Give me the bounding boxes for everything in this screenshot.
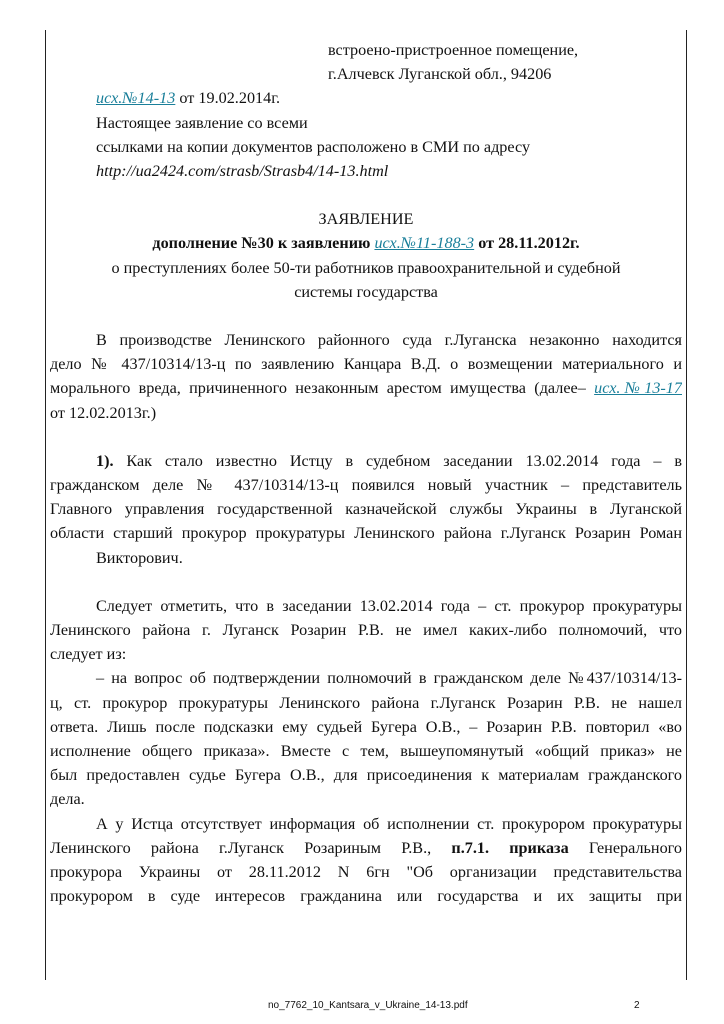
item-number: 1). xyxy=(96,451,114,470)
paragraph-line: прокурора Украины от 28.11.2012 N 6гн "Об организации представительства xyxy=(50,863,682,882)
paragraph-line: прокурором в суде интересов гражданина или государства и их защиты при xyxy=(50,887,682,906)
paragraph-line: области старший прокурор прокуратуры Ленинского района г.Луганск Розарин Роман xyxy=(50,524,682,543)
paragraph-line: дела. xyxy=(50,790,85,809)
subtitle-line: системы государства xyxy=(294,282,438,301)
paragraph-line: Главного управления государственной казначейской службы Украины в Луганской xyxy=(50,500,682,519)
reference-date: от 19.02.2014г. xyxy=(175,89,281,108)
paragraph-line: ответа. Лишь после подсказки ему судьей Бугера О.В., – Розарин Р.В. повторил «во xyxy=(50,717,682,736)
reference-link[interactable]: исх.№14-13 xyxy=(96,89,176,108)
document-subtitle: дополнение №30 к заявлению исх.№11-188-3 от 28.11.2012г. xyxy=(152,234,580,253)
document-heading: ЗАЯВЛЕНИЕ xyxy=(318,210,414,229)
subtitle-link[interactable]: исх.№11-188-3 xyxy=(374,234,475,253)
paragraph-line: В производстве Ленинского районного суда г.Луганска незаконно находится xyxy=(96,331,682,350)
subtitle-line: о преступлениях более 50-ти работников правоохранительной и судебной xyxy=(111,258,621,277)
paragraph-line: Ленинского района г. Луганск Розарин Р.В. не имел каких-либо полномочий, что xyxy=(50,621,682,640)
bold-reference: п.7.1. приказа xyxy=(451,838,569,857)
note-line: ссылками на копии документов расположено в СМИ по адресу xyxy=(96,137,531,156)
paragraph-line: Викторович. xyxy=(96,548,183,567)
paragraph-line: 1). Как стало известно Истцу в судебном заседании 13.02.2014 года – в xyxy=(96,451,682,470)
reference-line xyxy=(50,86,682,110)
paragraph-line: морального вреда, причиненного незаконным арестом имущества (далее– исх.№13-17 xyxy=(50,379,682,398)
paragraph-line: дело № 437/10314/13-ц по заявлению Канцара В.Д. о возмещении материального и xyxy=(50,355,682,374)
page-number: 2 xyxy=(634,1000,640,1011)
document-body xyxy=(50,38,682,909)
paragraph-line: исполнение общего приказа». Вместе с тем, вышеупомянутый «общий приказ» не xyxy=(50,742,682,761)
paragraph-line: гражданском деле № 437/10314/13-ц появился новый участник – представитель xyxy=(50,476,682,495)
paragraph-line: следует из: xyxy=(50,645,127,664)
address-line: встроено-пристроенное помещение, xyxy=(328,41,579,59)
paragraph-line: – на вопрос об подтверждении полномочий в гражданском деле №437/10314/13- xyxy=(96,669,682,688)
paragraph-link[interactable]: исх.№13-17 xyxy=(594,379,682,398)
source-url: http://ua2424.com/strasb/Strasb4/14-13.html xyxy=(96,162,389,181)
footer-filename: no_7762_10_Kantsara_v_Ukraine_14-13.pdf xyxy=(268,1000,468,1011)
paragraph-line: Следует отметить, что в заседании 13.02.2014 года – ст. прокурор прокуратуры xyxy=(96,596,682,615)
note-line: Настоящее заявление со всеми xyxy=(96,113,308,132)
paragraph-line: А у Истца отсутствует информация об исполнении ст. прокурором прокуратуры xyxy=(96,814,682,833)
paragraph-line: от 12.02.2013г.) xyxy=(50,403,157,422)
paragraph-line: был предоставлен судье Бугера О.В., для присоединения к материалам гражданского xyxy=(50,766,682,785)
address-line: г.Алчевск Луганской обл., 94206 xyxy=(328,65,552,84)
paragraph-line: ц, ст. прокурор прокуратуры Ленинского района г.Луганск Розарин Р.В. не нашел xyxy=(50,693,682,712)
paragraph-line: Ленинского района г.Луганск Розариным Р.В., п.7.1. приказа Генерального xyxy=(50,838,682,857)
